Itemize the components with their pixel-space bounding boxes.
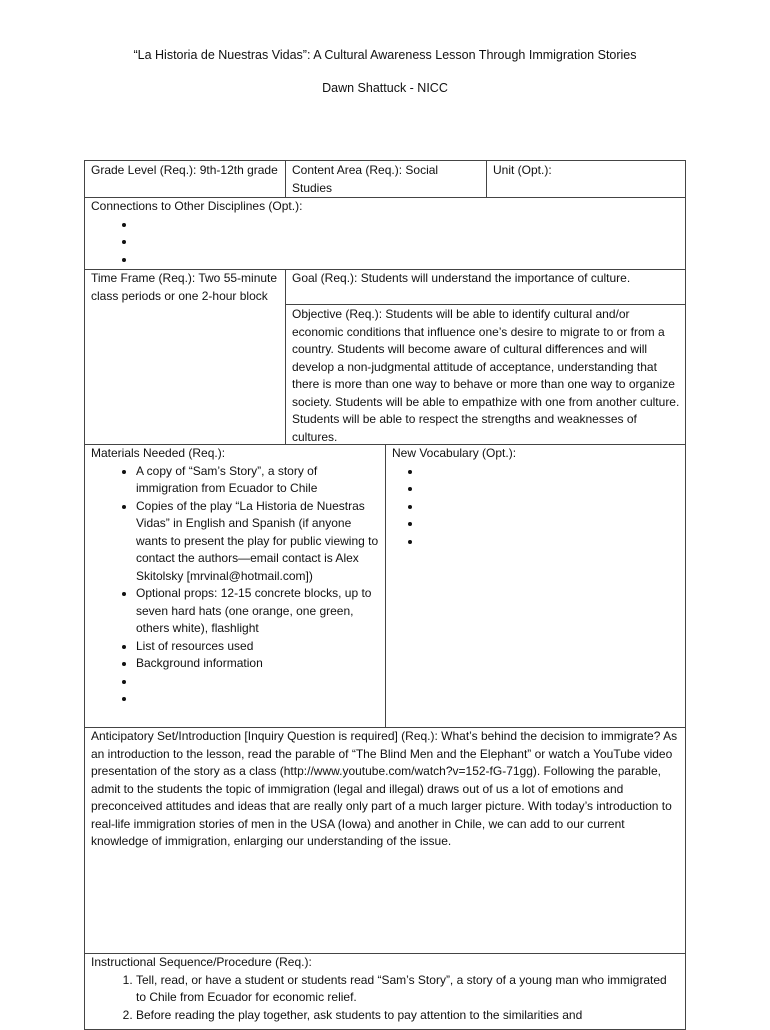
goal-text: Goal (Req.): Students will understand the importance of culture. <box>292 271 631 285</box>
time-frame-text: Time Frame (Req.): Two 55-minute class periods or one 2-hour block <box>91 271 278 303</box>
lesson-plan-table <box>84 160 686 1030</box>
vocabulary-cell <box>386 445 686 550</box>
anticipatory-set-text: Anticipatory Set/Introduction [Inquiry Question is required] (Req.): What’s behind the decision to immigrate? As an introduction to the lesson, read the parable of “The Blind Men and the Elephant” or watch a YouTube video presentation of the story as a class (http://www.youtube.com/watch?v=152-fG-71gg). Following the parable, admit to the students the topic of immigration (legal and illegal) draws out of us a lot of emotions and preconceived attitudes and ideas that are really only part of a much larger picture. With today’s introduction to real-life immigration stories of men in the USA (Iowa) and another in Chile, we can add to our current knowledge of immigration, enlarging our understanding of the issue. <box>91 729 678 848</box>
list-item: • List of resources used <box>136 638 379 656</box>
list-item <box>136 673 379 691</box>
list-item <box>422 533 680 551</box>
materials-cell <box>85 445 385 708</box>
instructional-label: Instructional Sequence/Procedure (Req.): <box>91 955 312 969</box>
vocabulary-label: New Vocabulary (Opt.): <box>392 446 517 460</box>
materials-list <box>91 463 379 708</box>
list-item: 2. Before reading the play together, ask students to pay attention to the similarities and <box>136 1007 679 1025</box>
list-item: • Copies of the play “La Historia de Nuestras Vidas” in English and Spanish (if anyone wants to present the play for public viewing to contact the authors—email contact is Alex Skitolsky [mrvinal@hotmail.com]) <box>136 498 379 586</box>
list-item: • Background information <box>136 655 379 673</box>
objective-text: Objective (Req.): Students will be able to identify cultural and/or economic conditions that influence one’s desire to migrate to or from a country. Students will become aware of cultural differences and will develop a non-judgmental attitude of acceptance, understanding that there is more than one way to behave or more than one way to organize society. Students will be able to empathize with one from another culture. Students will be able to respect the strengths and weaknesses of cultures. <box>292 307 680 444</box>
vocabulary-list <box>392 463 680 551</box>
list-item <box>136 216 679 234</box>
instructional-steps <box>91 972 679 1025</box>
list-item: 1. Tell, read, or have a student or students read “Sam’s Story”, a story of a young man who immigrated to Chile from Ecuador for economic relief. <box>136 972 679 1007</box>
list-item <box>422 463 680 481</box>
list-item <box>422 498 680 516</box>
list-item <box>422 480 680 498</box>
unit-text: Unit (Opt.): <box>493 163 552 177</box>
anticipatory-set-cell <box>85 728 685 851</box>
content-area-text: Content Area (Req.): Social Studies <box>292 163 439 195</box>
objective-cell <box>286 306 686 446</box>
content-area-cell <box>286 162 486 197</box>
materials-label: Materials Needed (Req.): <box>91 446 226 460</box>
goal-cell <box>286 270 686 288</box>
list-item <box>136 690 379 708</box>
author-line: Dawn Shattuck - NICC <box>322 81 448 95</box>
connections-list <box>91 216 679 269</box>
list-item: • A copy of “Sam’s Story”, a story of immigration from Ecuador to Chile <box>136 463 379 498</box>
list-item <box>422 515 680 533</box>
list-item: • Optional props: 12-15 concrete blocks, up to seven hard hats (one orange, one green, others white), flashlight <box>136 585 379 638</box>
grade-level-text: Grade Level (Req.): 9th-12th grade <box>91 163 278 177</box>
connections-cell <box>85 198 685 268</box>
list-item <box>136 251 679 269</box>
unit-cell <box>487 162 685 180</box>
time-frame-cell <box>85 270 286 305</box>
instructional-sequence-cell <box>85 954 685 1024</box>
list-item <box>136 233 679 251</box>
connections-label: Connections to Other Disciplines (Opt.): <box>91 199 303 213</box>
document-title: “La Historia de Nuestras Vidas”: A Cultural Awareness Lesson Through Immigration Stories <box>133 48 637 62</box>
grade-level-cell <box>85 162 286 180</box>
